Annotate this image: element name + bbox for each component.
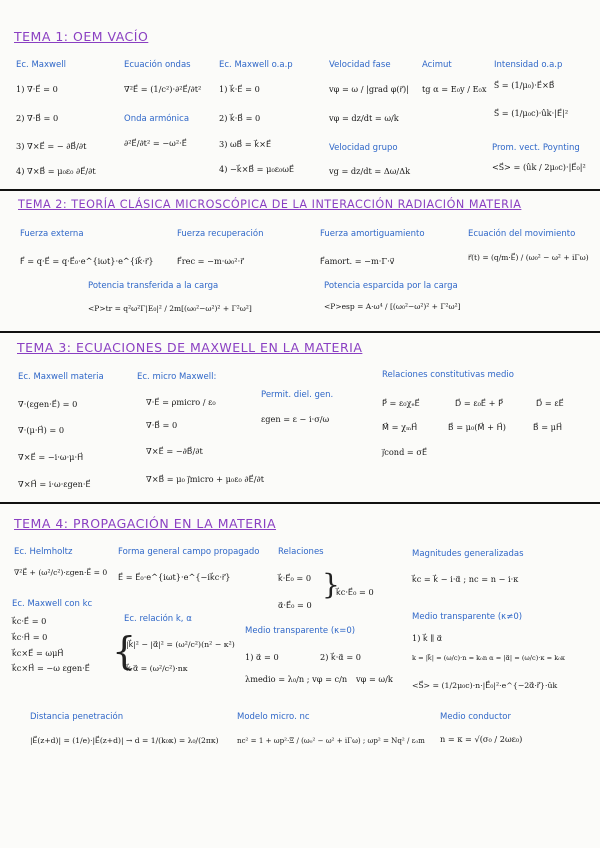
mxkc-eq-2: k⃗c·H⃗ = 0 xyxy=(12,632,48,642)
divider-1 xyxy=(0,189,600,191)
fext-eq: F⃗ = q·E⃗ = q·E⃗₀·e^{iωt}·e^{ik⃗·r⃗} xyxy=(20,256,154,266)
relaciones-eq-2: α⃗·E⃗₀ = 0 xyxy=(278,600,312,610)
intensidad-header: Intensidad o.a.p xyxy=(494,60,563,70)
fext-header: Fuerza externa xyxy=(20,229,84,239)
oap-eq-2: 2) k⃗·B⃗ = 0 xyxy=(219,113,261,123)
maxwell-eq-2: 2) ∇·B⃗ = 0 xyxy=(16,113,59,123)
poynting-header: Prom. vect. Poynting xyxy=(492,143,580,153)
mtrans-eq-3: λmedio = λ₀/n ; vφ = c/n xyxy=(245,674,348,684)
micro-eq-1: ∇·E⃗ = ρmicro / ε₀ xyxy=(146,397,216,407)
micro-header: Ec. micro Maxwell: xyxy=(137,372,217,382)
mxkc-eq-1: k⃗c·E⃗ = 0 xyxy=(12,616,47,626)
oap-header: Ec. Maxwell o.a.p xyxy=(219,60,293,70)
vfase-header: Velocidad fase xyxy=(329,60,391,70)
helmholtz-eq: ∇²E⃗ + (ω²/c²)·εgen·E⃗ = 0 xyxy=(14,568,108,577)
mtrans-eq-1: 1) α⃗ = 0 xyxy=(245,652,279,662)
mxmat-eq-1: ∇·(εgen·E⃗) = 0 xyxy=(18,399,78,409)
helmholtz-header: Ec. Helmholtz xyxy=(14,547,73,557)
acimut-header: Acimut xyxy=(422,60,452,70)
mtrans2-header: Medio transparente (κ≠0) xyxy=(412,612,523,622)
ptrans-header: Potencia transferida a la carga xyxy=(88,281,219,291)
relka-header: Ec. relación k, α xyxy=(124,614,192,624)
ondas-header: Ecuación ondas xyxy=(124,60,191,70)
movimiento-eq: r⃗(t) = (q/m·E⃗) / (ω₀² − ω² + iΓω) xyxy=(468,253,589,262)
mxkc-eq-3: k⃗c×E⃗ = ωμH⃗ xyxy=(12,648,64,658)
micro-eq-3: ∇×E⃗ = −∂B⃗/∂t xyxy=(146,446,203,456)
movimiento-header: Ecuación del movimiento xyxy=(468,229,576,239)
frec-eq: F⃗rec = −m·ω₀²·r⃗ xyxy=(177,256,244,266)
oap-eq-3: 3) ωB⃗ = k⃗×E⃗ xyxy=(219,139,272,149)
vgrupo-eq: vg = dz/dt = Δω/Δk xyxy=(329,166,411,176)
relaciones-eq-1: k⃗·E⃗₀ = 0 xyxy=(278,573,312,583)
tema2-title: TEMA 2: TEORÍA CLÁSICA MICROSCÓPICA DE LA INTERACCIÓN RADIACIÓN MATERIA xyxy=(18,198,522,211)
famort-eq: F⃗amort. = −m·Γ·v⃗ xyxy=(320,256,395,266)
brace-symbol-ka: { xyxy=(112,629,137,673)
armonica-header: Onda armónica xyxy=(124,114,190,124)
frec-header: Fuerza recuperación xyxy=(177,229,264,239)
mxmat-eq-2: ∇·(μ·H⃗) = 0 xyxy=(18,425,65,435)
tema1-title: TEMA 1: OEM VACÍO xyxy=(14,29,149,44)
mxkc-header: Ec. Maxwell con kc xyxy=(12,599,93,609)
acimut-eq: tg α = E₀y / E₀x xyxy=(422,84,487,94)
relka-eq-1: |k⃗|² − |α⃗|² = (ω²/c²)(n² − κ²) xyxy=(126,640,235,649)
rel-const-2: D⃗ = ε₀E⃗ + P⃗ xyxy=(455,398,504,408)
oap-eq-4: 4) −k⃗×B⃗ = μ₀ε₀ωE⃗ xyxy=(219,164,295,174)
mtrans2-eq-1: 1) k⃗ ∥ α⃗ xyxy=(412,633,443,643)
relaciones-const-header: Relaciones constitutivas medio xyxy=(382,370,514,380)
mxmat-header: Ec. Maxwell materia xyxy=(18,372,104,382)
modelo-eq: nc² = 1 + ωp²·Ξ / (ω₀² − ω² + iΓω) ; ωp² = Nq² / ε₀m xyxy=(237,736,425,745)
permit-header: Permit. diel. gen. xyxy=(261,390,334,400)
modelo-header: Modelo micro. nc xyxy=(237,712,310,722)
relaciones-header: Relaciones xyxy=(278,547,324,557)
conductor-eq: n = κ = √(σ₀ / 2ωε₀) xyxy=(440,734,523,744)
rel-const-5: B⃗ = μ₀(M⃗ + H⃗) xyxy=(448,422,506,432)
pesparc-eq: <P>esp = A·ω⁴ / [(ω₀²−ω²)² + Γ²ω²] xyxy=(324,302,461,311)
distancia-eq: |E⃗(z+d)| = (1/e)·|E⃗(z+d)| → d = 1/(k₀κ) = λ₀/(2πκ) xyxy=(30,736,219,745)
micro-eq-4: ∇×B⃗ = μ₀ j⃗micro + μ₀ε₀ ∂E⃗/∂t xyxy=(146,474,265,484)
relka-eq-2: k⃗·α⃗ = (ω²/c²)·nκ xyxy=(126,664,188,673)
vfase-eq-2: vφ = dz/dt = ω/k xyxy=(329,113,399,123)
mtrans-eq-2: 2) k⃗·α⃗ = 0 xyxy=(320,652,362,662)
divider-2 xyxy=(0,331,600,333)
maxwell-header: Ec. Maxwell xyxy=(16,60,66,70)
poynting-eq: <S⃗> = (ûk / 2μ₀c)·|E⃗₀|² xyxy=(492,162,586,172)
brace-symbol: } xyxy=(322,568,340,601)
relaciones-eq-3: k⃗c·E⃗₀ = 0 xyxy=(336,587,374,597)
ptrans-eq: <P>tr = q²ω²Γ|E₀|² / 2m[(ω₀²−ω²)² + Γ²ω²] xyxy=(88,304,252,313)
mtrans2-eq-2: k = |k⃗| = (ω/c)·n = k₀n α = |α⃗| = (ω/c)·κ = k₀κ xyxy=(412,654,565,662)
maxwell-eq-1: 1) ∇·E⃗ = 0 xyxy=(16,84,58,94)
permit-eq: εgen = ε − i·σ/ω xyxy=(261,414,330,424)
mxkc-eq-4: k⃗c×H⃗ = −ω εgen·E⃗ xyxy=(12,663,90,673)
vfase-eq-1: vφ = ω / |grad φ(r⃗)| xyxy=(329,84,409,94)
maxwell-eq-3: 3) ∇×E⃗ = − ∂B⃗/∂t xyxy=(16,141,87,151)
famort-header: Fuerza amortiguamiento xyxy=(320,229,425,239)
divider-3 xyxy=(0,502,600,504)
mtrans-header: Medio transparente (κ=0) xyxy=(245,626,356,636)
mxmat-eq-3: ∇×E⃗ = −i·ω·μ·H⃗ xyxy=(18,452,84,462)
micro-eq-2: ∇·B⃗ = 0 xyxy=(146,420,178,430)
magnitudes-header: Magnitudes generalizadas xyxy=(412,549,524,559)
forma-header: Forma general campo propagado xyxy=(118,547,260,557)
ondas-eq: ∇²E⃗ = (1/c²)·∂²E⃗/∂t² xyxy=(124,84,202,94)
rel-const-4: M⃗ = χₘH⃗ xyxy=(382,422,418,432)
rel-const-6: B⃗ = μH⃗ xyxy=(533,422,563,432)
armonica-eq: ∂²E⃗/∂t² = −ω²·E⃗ xyxy=(124,138,187,148)
mtrans-eq-4: vφ = ω/k xyxy=(356,674,393,684)
mtrans2-eq-3: <S⃗> = (1/2μ₀c)·n·|E⃗₀|²·e^{−2α⃗·r⃗}·ûk xyxy=(412,681,558,690)
rel-const-7: j⃗cond = σE⃗ xyxy=(382,447,428,457)
intensidad-eq-2: S⃗ = (1/μ₀c)·ûk·|E⃗|² xyxy=(494,108,569,118)
intensidad-eq-1: S⃗ = (1/μ₀)·E⃗×B⃗ xyxy=(494,80,555,90)
rel-const-1: P⃗ = ε₀χₑE⃗ xyxy=(382,398,420,408)
vgrupo-header: Velocidad grupo xyxy=(329,143,398,153)
distancia-header: Distancia penetración xyxy=(30,712,124,722)
maxwell-eq-4: 4) ∇×B⃗ = μ₀ε₀ ∂E⃗/∂t xyxy=(16,166,96,176)
oap-eq-1: 1) k⃗·E⃗ = 0 xyxy=(219,84,260,94)
pesparc-header: Potencia esparcida por la carga xyxy=(324,281,458,291)
tema4-title: TEMA 4: PROPAGACIÓN EN LA MATERIA xyxy=(14,516,277,531)
tema3-title: TEMA 3: ECUACIONES DE MAXWELL EN LA MATERIA xyxy=(17,340,363,355)
rel-const-3: D⃗ = εE⃗ xyxy=(536,398,564,408)
mxmat-eq-4: ∇×H⃗ = i·ω·εgen·E⃗ xyxy=(18,479,91,489)
conductor-header: Medio conductor xyxy=(440,712,511,722)
magnitudes-eq: k⃗c = k⃗ − i·α⃗ ; nc = n − i·κ xyxy=(412,574,519,584)
forma-eq: E⃗ = E⃗₀·e^{iωt}·e^{−ik⃗c·r⃗} xyxy=(118,572,231,582)
